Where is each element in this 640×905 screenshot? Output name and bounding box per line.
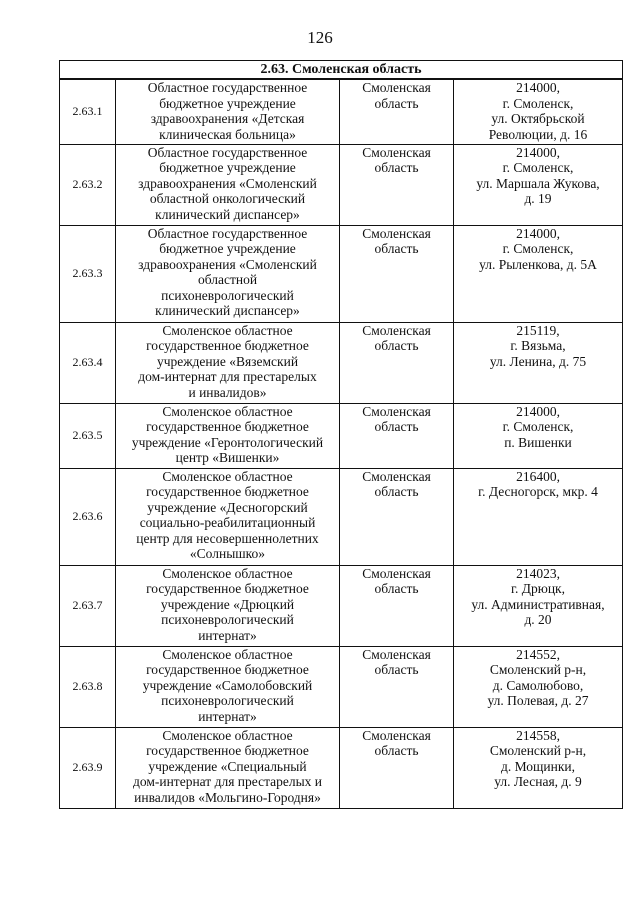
institution-address-line: ул. Полевая, д. 27: [487, 693, 589, 709]
institution-region-line: Смоленская: [362, 144, 431, 160]
institution-address-line: д. Мощинки,: [500, 758, 576, 774]
institution-address-line: ул. Ленина, д. 75: [489, 353, 587, 369]
institution-name-line: психоневрологический: [161, 287, 294, 303]
institution-address: [454, 403, 623, 468]
institution-address-line: ул. Рыленкова, д. 5А: [479, 256, 597, 272]
institution-address-line: г. Смоленск,: [502, 95, 574, 111]
institution-address-line: 216400,: [516, 468, 560, 484]
institution-region: [340, 322, 454, 403]
institution-name: [116, 322, 340, 403]
institution-address-line: ул. Административная,: [471, 596, 605, 612]
table-row: [60, 403, 623, 468]
institution-region: [340, 79, 454, 144]
institution-name-line: клинический диспансер»: [155, 206, 300, 222]
institution-name: [116, 727, 340, 808]
institutions-table-body: [60, 61, 623, 809]
institution-region-line: Смоленская: [362, 646, 431, 662]
institution-region: [340, 403, 454, 468]
institutions-table: [59, 60, 623, 809]
institution-name-line: здравоохранения «Детская: [150, 111, 305, 127]
institution-name-line: психоневрологический: [161, 612, 294, 628]
institution-address-line: Революции, д. 16: [488, 126, 588, 142]
institution-region: [340, 144, 454, 225]
institution-name: [116, 144, 340, 225]
institution-name-line: учреждение «Дрюцкий: [160, 596, 295, 612]
row-number: 2.63.4: [60, 322, 116, 403]
institution-address-line: д. 19: [524, 191, 552, 207]
institution-name-line: государственное бюджетное: [146, 743, 309, 759]
institution-address: [454, 144, 623, 225]
row-number: 2.63.6: [60, 468, 116, 565]
table-row: [60, 144, 623, 225]
page-number: 126: [307, 28, 333, 47]
institution-region-line: область: [374, 662, 419, 678]
institution-name-line: учреждение «Вяземский: [156, 353, 299, 369]
institution-address: [454, 322, 623, 403]
institution-address-line: 214023,: [516, 565, 560, 581]
institution-address-line: 214000,: [516, 144, 560, 160]
institution-address-line: г. Вязьма,: [510, 338, 566, 354]
institution-name-line: бюджетное учреждение: [159, 95, 296, 111]
institution-name-line: здравоохранения «Смоленский: [138, 175, 317, 191]
institution-name-line: Смоленское областное: [162, 403, 293, 419]
row-number: 2.63.7: [60, 565, 116, 646]
institution-name-line: Смоленское областное: [162, 322, 293, 338]
institution-name-line: государственное бюджетное: [146, 484, 309, 500]
institution-address-line: ул. Октябрьской: [491, 111, 585, 127]
institution-name-line: учреждение «Геронтологический: [131, 434, 324, 450]
institution-address-line: г. Десногорск, мкр. 4: [478, 484, 598, 500]
institution-name-line: бюджетное учреждение: [159, 160, 296, 176]
institution-address: [454, 468, 623, 565]
institution-address-line: 214552,: [516, 646, 560, 662]
institution-name-line: Смоленское областное: [162, 565, 293, 581]
row-number: 2.63.8: [60, 646, 116, 727]
institution-name-line: Областное государственное: [147, 225, 308, 241]
institution-name-line: государственное бюджетное: [146, 419, 309, 435]
institution-address: [454, 727, 623, 808]
institution-name-line: психоневрологический: [161, 693, 294, 709]
institution-name-line: Областное государственное: [147, 80, 308, 95]
institution-address-line: г. Смоленск,: [502, 419, 574, 435]
institution-name: [116, 646, 340, 727]
institution-name-line: центр «Вишенки»: [175, 450, 280, 466]
institution-region-line: Смоленская: [362, 80, 431, 95]
institution-name-line: «Солнышко»: [189, 546, 266, 562]
institution-name-line: Смоленское областное: [162, 468, 293, 484]
institution-address-line: 214558,: [516, 727, 560, 743]
institution-name: [116, 225, 340, 322]
institution-address: [454, 646, 623, 727]
table-row: [60, 322, 623, 403]
institution-region-line: Смоленская: [362, 403, 431, 419]
institution-region-line: область: [374, 338, 419, 354]
institution-region-line: область: [374, 743, 419, 759]
institution-name-line: социально-реабилитационный: [139, 515, 316, 531]
institution-name-line: интернат»: [198, 708, 257, 724]
institution-name-line: бюджетное учреждение: [159, 241, 296, 257]
institution-name: [116, 468, 340, 565]
institution-name-line: учреждение «Десногорский: [147, 499, 308, 515]
institution-region: [340, 646, 454, 727]
institution-address: [454, 79, 623, 144]
table-row: [60, 565, 623, 646]
institution-name-line: здравоохранения «Смоленский: [138, 256, 317, 272]
institution-region: [340, 468, 454, 565]
institution-name-line: интернат»: [198, 627, 257, 643]
table-row: [60, 646, 623, 727]
institution-address-line: ул. Лесная, д. 9: [494, 774, 582, 790]
institution-region-line: область: [374, 419, 419, 435]
institution-name-line: государственное бюджетное: [146, 581, 309, 597]
institution-region-line: Смоленская: [362, 468, 431, 484]
institution-name-line: областной: [197, 272, 258, 288]
row-number: 2.63.3: [60, 225, 116, 322]
institution-address-line: Смоленский р-н,: [489, 743, 587, 759]
institution-region-line: область: [374, 581, 419, 597]
institution-region-line: область: [374, 95, 419, 111]
institution-region: [340, 727, 454, 808]
row-number: 2.63.1: [60, 79, 116, 144]
table-row: [60, 79, 623, 144]
table-row: [60, 727, 623, 808]
institution-address-line: д. Самолюбово,: [492, 677, 584, 693]
institution-name: [116, 565, 340, 646]
institution-region-line: Смоленская: [362, 225, 431, 241]
section-title: 2.63. Смоленская область: [60, 61, 623, 80]
institution-name-line: государственное бюджетное: [146, 338, 309, 354]
institution-address: [454, 225, 623, 322]
institution-name-line: клинический диспансер»: [155, 303, 300, 319]
institution-address-line: г. Дрюцк,: [511, 581, 565, 597]
institution-address-line: г. Смоленск,: [502, 241, 574, 257]
institution-region-line: область: [374, 160, 419, 176]
row-number: 2.63.5: [60, 403, 116, 468]
section-header-row: [60, 61, 623, 80]
institution-address-line: 214000,: [516, 403, 560, 419]
institution-region-line: Смоленская: [362, 322, 431, 338]
institution-address-line: 214000,: [516, 225, 560, 241]
institution-address-line: д. 20: [524, 612, 552, 628]
institution-name-line: учреждение «Самолобовский: [142, 677, 313, 693]
institution-address: [454, 565, 623, 646]
institution-name-line: инвалидов «Мольгино-Городня»: [134, 789, 321, 805]
institution-name: [116, 79, 340, 144]
institution-name: [116, 403, 340, 468]
institution-region-line: Смоленская: [362, 727, 431, 743]
institution-name-line: областной онкологический: [149, 191, 306, 207]
institution-region: [340, 225, 454, 322]
institution-name-line: дом-интернат для престарелых и: [132, 774, 323, 790]
row-number: 2.63.9: [60, 727, 116, 808]
institution-name-line: дом-интернат для престарелых: [138, 369, 317, 385]
institution-address-line: г. Смоленск,: [502, 160, 574, 176]
table-row: [60, 468, 623, 565]
institution-name-line: и инвалидов»: [188, 384, 267, 400]
institution-name-line: Смоленское областное: [162, 727, 293, 743]
institution-name-line: клиническая больница»: [159, 126, 296, 142]
institution-address-line: п. Вишенки: [504, 434, 572, 450]
institution-region-line: область: [374, 241, 419, 257]
institution-name-line: государственное бюджетное: [146, 662, 309, 678]
institution-address-line: ул. Маршала Жукова,: [476, 175, 600, 191]
institution-address-line: 215119,: [516, 322, 560, 338]
institution-address-line: Смоленский р-н,: [489, 662, 587, 678]
institution-name-line: Областное государственное: [147, 144, 308, 160]
institution-name-line: Смоленское областное: [162, 646, 293, 662]
institution-region: [340, 565, 454, 646]
institution-address-line: 214000,: [516, 80, 560, 95]
table-row: [60, 225, 623, 322]
row-number: 2.63.2: [60, 144, 116, 225]
institution-region-line: область: [374, 484, 419, 500]
institution-name-line: центр для несовершеннолетних: [136, 530, 319, 546]
institution-name-line: учреждение «Специальный: [148, 758, 307, 774]
institution-region-line: Смоленская: [362, 565, 431, 581]
